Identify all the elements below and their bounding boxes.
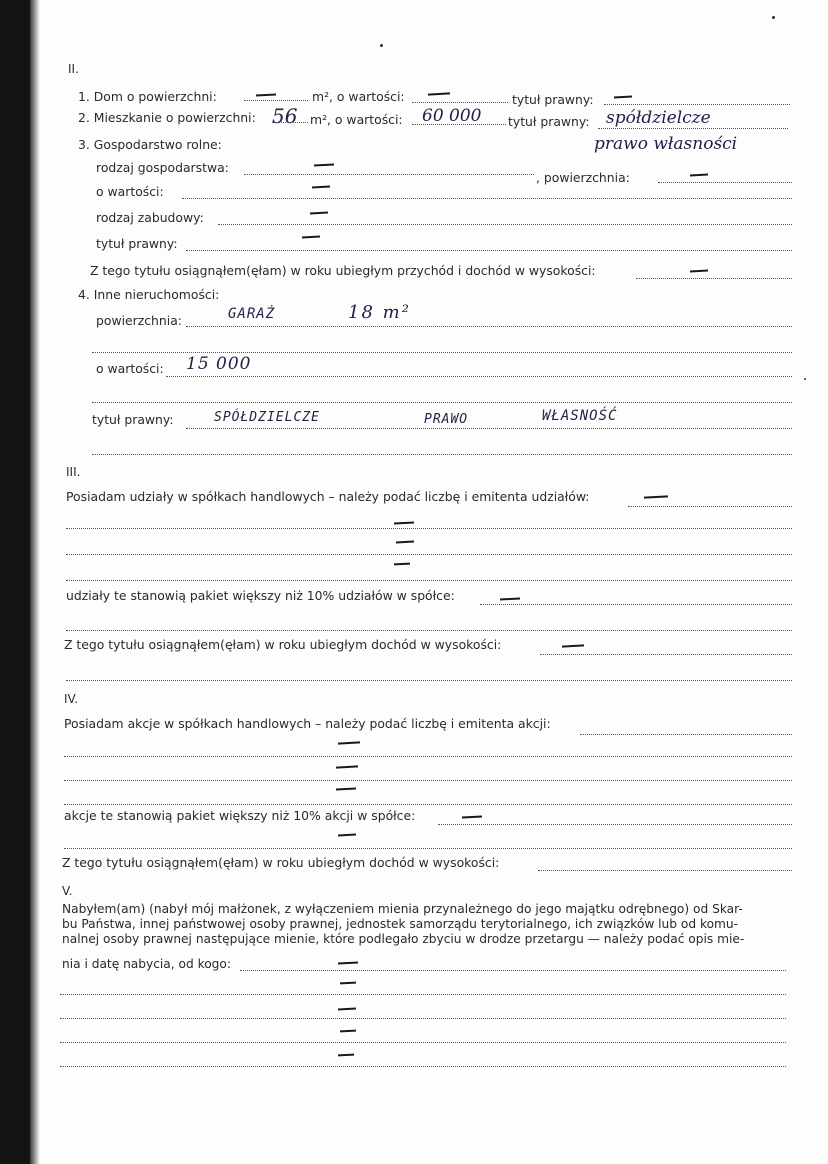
shares-line-2[interactable] <box>66 528 792 529</box>
scan-speck <box>380 44 383 47</box>
flat-title-field[interactable] <box>598 128 788 129</box>
scan-dark-edge <box>0 0 30 1164</box>
house-value-field[interactable] <box>412 102 508 103</box>
stocks-package-field[interactable] <box>438 824 792 825</box>
other-title-label: tytuł prawny: <box>92 412 174 427</box>
acquired-line-2[interactable] <box>60 994 786 995</box>
house-area-field[interactable] <box>244 100 308 101</box>
farm-type-field[interactable] <box>244 174 534 175</box>
other-area-field-line-2[interactable] <box>92 352 792 353</box>
farm-area-label: , powierzchnia: <box>536 170 630 185</box>
flat-area-label: 2. Mieszkanie o powierzchni: <box>78 110 256 125</box>
other-value-field-line-2[interactable] <box>92 402 792 403</box>
farm-value-label: o wartości: <box>96 184 164 199</box>
farm-area-field[interactable] <box>658 182 792 183</box>
other-value-field[interactable] <box>166 376 792 377</box>
shares-package-line-2[interactable] <box>66 630 792 631</box>
shares-income-field[interactable] <box>540 654 792 655</box>
stocks-label: Posiadam akcje w spółkach handlowych – należy podać liczbę i emitenta akcji: <box>64 716 551 731</box>
shares-line-3[interactable] <box>66 554 792 555</box>
stocks-line-2[interactable] <box>64 756 792 757</box>
flat-title-label: tytuł prawny: <box>508 114 590 129</box>
shares-line-4[interactable] <box>66 580 792 581</box>
shares-income-label: Z tego tytułu osiągnąłem(ęłam) w roku ubiegłym dochód w wysokości: <box>64 637 502 652</box>
acquired-text-line-3: nalnej osoby prawnej następujące mienie, które podlegało zbyciu w drodze przetargu — należy podać opis mie- <box>62 932 745 946</box>
stocks-line-3[interactable] <box>64 780 792 781</box>
flat-title-handwritten-2: prawo własności <box>594 134 738 154</box>
other-title-handwritten-1: SPÓŁDZIELCZE <box>214 410 320 425</box>
shares-income-line-2[interactable] <box>66 680 792 681</box>
flat-value-field[interactable] <box>412 124 506 125</box>
farm-value-field[interactable] <box>182 198 792 199</box>
other-area-field[interactable] <box>186 326 792 327</box>
farm-title-field[interactable] <box>186 250 792 251</box>
stocks-field[interactable] <box>580 734 792 735</box>
acquired-field[interactable] <box>240 970 786 971</box>
other-title-handwritten-3: WŁASNOŚĆ <box>542 408 618 424</box>
acquired-line-3[interactable] <box>60 1018 786 1019</box>
farm-title-label: tytuł prawny: <box>96 236 178 251</box>
other-area-handwritten-2: 18 m² <box>348 302 411 323</box>
other-area-label: powierzchnia: <box>96 313 182 328</box>
flat-value-handwritten: 60 000 <box>422 106 482 126</box>
house-title-field[interactable] <box>604 104 790 105</box>
acquired-text-line-2: bu Państwa, innej państwowej osoby prawnej, jednostek samorządu terytorialnego, ich związków lub od komu- <box>62 917 739 931</box>
farm-buildings-field[interactable] <box>218 224 792 225</box>
section-5-heading: V. <box>62 884 73 898</box>
house-value-label: m², o wartości: <box>312 89 405 104</box>
farm-income-field[interactable] <box>636 278 792 279</box>
acquired-line-5[interactable] <box>60 1066 786 1067</box>
stocks-package-label: akcje te stanowią pakiet większy niż 10% akcji w spółce: <box>64 808 416 823</box>
shares-package-label: udziały te stanowią pakiet większy niż 10% udziałów w spółce: <box>66 588 455 603</box>
other-title-handwritten-2: PRAWO <box>424 412 469 427</box>
flat-value-label: m², o wartości: <box>310 112 403 127</box>
stocks-package-line-2[interactable] <box>64 848 792 849</box>
other-area-handwritten-1: GARAŻ <box>228 306 276 322</box>
farm-label: 3. Gospodarstwo rolne: <box>78 137 222 152</box>
scan-speck <box>804 378 806 380</box>
other-title-field[interactable] <box>186 428 792 429</box>
other-property-label: 4. Inne nieruchomości: <box>78 287 220 302</box>
flat-area-handwritten: 56 <box>272 104 298 128</box>
shares-package-field[interactable] <box>480 604 792 605</box>
section-2-heading: II. <box>68 62 79 76</box>
farm-type-label: rodzaj gospodarstwa: <box>96 160 229 175</box>
scan-speck <box>772 16 775 19</box>
stocks-income-field[interactable] <box>538 870 792 871</box>
house-area-label: 1. Dom o powierzchni: <box>78 89 217 104</box>
scan-edge-shadow <box>30 0 40 1164</box>
flat-title-handwritten-1: spółdzielcze <box>606 108 711 128</box>
stocks-line-4[interactable] <box>64 804 792 805</box>
section-3-heading: III. <box>66 465 81 479</box>
other-title-field-line-2[interactable] <box>92 454 792 455</box>
other-value-label: o wartości: <box>96 361 164 376</box>
acquired-text-line-1: Nabyłem(am) (nabył mój małżonek, z wyłączeniem mienia przynależnego do jego majątku odrębnego) od Skar- <box>62 902 743 916</box>
flat-area-field[interactable] <box>272 122 308 123</box>
farm-buildings-label: rodzaj zabudowy: <box>96 210 204 225</box>
acquired-line-4[interactable] <box>60 1042 786 1043</box>
farm-income-label: Z tego tytułu osiągnąłem(ęłam) w roku ubiegłym przychód i dochód w wysokości: <box>90 263 596 278</box>
other-value-handwritten: 15 000 <box>186 354 252 374</box>
shares-label: Posiadam udziały w spółkach handlowych – należy podać liczbę i emitenta udziałów: <box>66 489 590 504</box>
stocks-income-label: Z tego tytułu osiągnąłem(ęłam) w roku ubiegłym dochód w wysokości: <box>62 855 500 870</box>
house-title-label: tytuł prawny: <box>512 92 594 107</box>
acquired-text-line-4: nia i datę nabycia, od kogo: <box>62 957 231 971</box>
section-4-heading: IV. <box>64 692 79 706</box>
shares-field[interactable] <box>628 506 792 507</box>
